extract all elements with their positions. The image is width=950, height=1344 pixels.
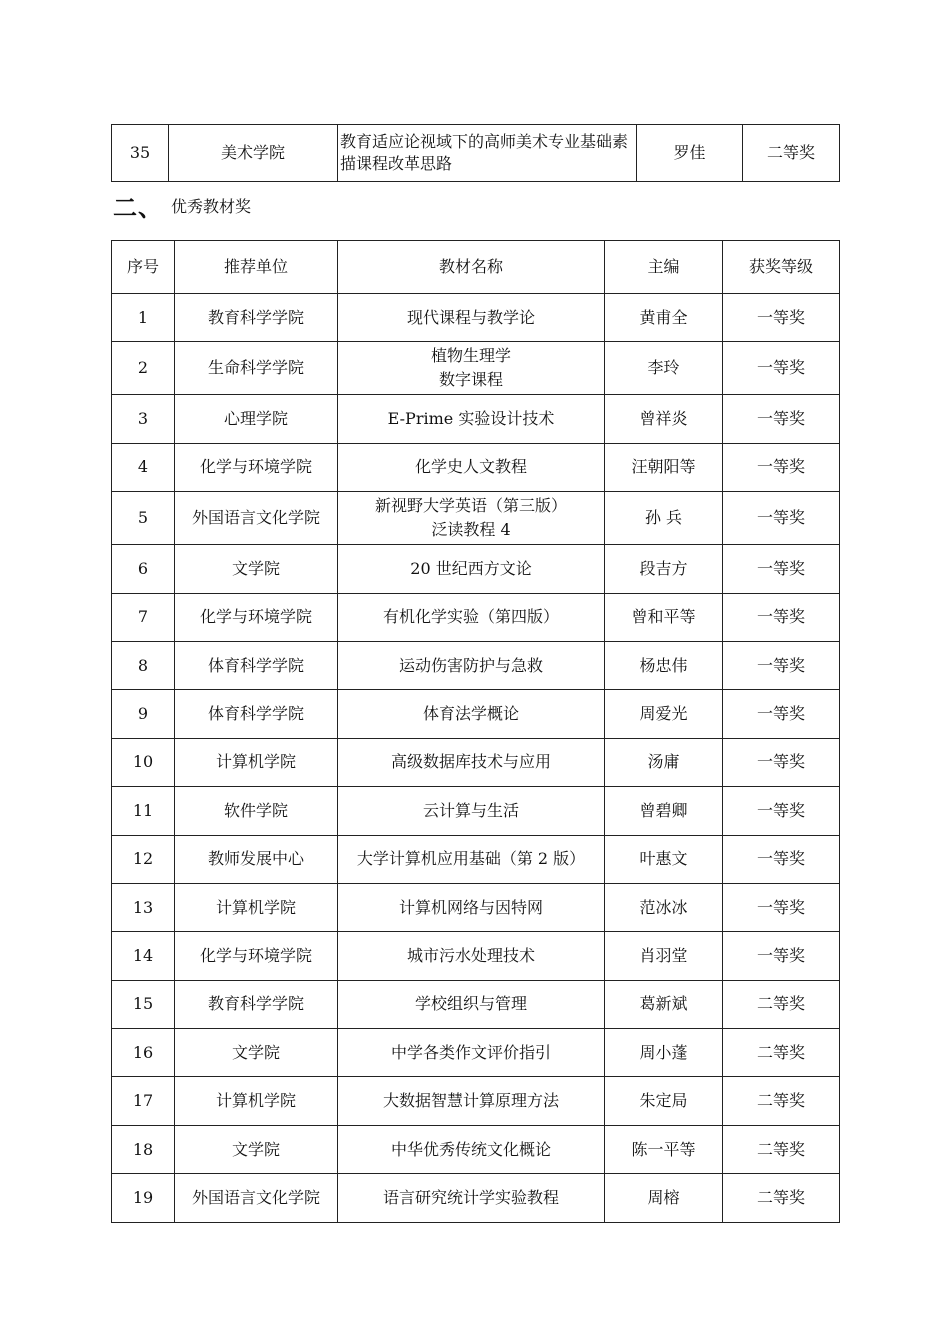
editor: 朱定局 xyxy=(605,1077,723,1125)
row-number: 14 xyxy=(112,932,175,980)
table-row xyxy=(112,787,840,835)
recommending-unit: 计算机学院 xyxy=(175,1077,338,1125)
textbook-title xyxy=(338,342,605,395)
editor: 汪朝阳等 xyxy=(605,443,723,491)
recommending-unit: 文学院 xyxy=(175,1125,338,1173)
table-row xyxy=(112,294,840,342)
table-row xyxy=(112,835,840,883)
row-number: 10 xyxy=(112,738,175,786)
recommending-unit: 计算机学院 xyxy=(175,883,338,931)
row-number: 15 xyxy=(112,980,175,1028)
table-row xyxy=(112,641,840,689)
editor: 汤庸 xyxy=(605,738,723,786)
editor: 周榕 xyxy=(605,1174,723,1222)
row-number: 12 xyxy=(112,835,175,883)
textbook-title: E-Prime 实验设计技术 xyxy=(338,395,605,443)
editor: 孙 兵 xyxy=(605,492,723,545)
header-unit: 推荐单位 xyxy=(175,241,338,294)
award-level: 一等奖 xyxy=(723,787,840,835)
award-level: 一等奖 xyxy=(723,593,840,641)
editor: 曾和平等 xyxy=(605,593,723,641)
table-row xyxy=(112,738,840,786)
recommending-unit: 化学与环境学院 xyxy=(175,932,338,980)
textbook-title: 学校组织与管理 xyxy=(338,980,605,1028)
row-number: 9 xyxy=(112,690,175,738)
editor: 叶惠文 xyxy=(605,835,723,883)
award-level: 一等奖 xyxy=(723,738,840,786)
recommending-unit: 化学与环境学院 xyxy=(175,443,338,491)
award-level: 一等奖 xyxy=(723,835,840,883)
textbook-title-line: 新视野大学英语（第三版） xyxy=(374,496,567,516)
award-level: 二等奖 xyxy=(723,980,840,1028)
row-number: 19 xyxy=(112,1174,175,1222)
recommending-unit: 计算机学院 xyxy=(175,738,338,786)
textbook-award-table xyxy=(111,240,840,1223)
table-row xyxy=(112,1077,840,1125)
section-title: 优秀教材奖 xyxy=(171,196,252,216)
table-row xyxy=(112,443,840,491)
award-level: 二等奖 xyxy=(723,1029,840,1077)
table-row xyxy=(112,395,840,443)
table-row xyxy=(112,1174,840,1222)
award-level: 二等奖 xyxy=(723,1077,840,1125)
row-number: 3 xyxy=(112,395,175,443)
table-row xyxy=(112,1029,840,1077)
row-number: 5 xyxy=(112,492,175,545)
row-number: 17 xyxy=(112,1077,175,1125)
award-level: 一等奖 xyxy=(723,294,840,342)
row-number: 7 xyxy=(112,593,175,641)
recommending-unit: 文学院 xyxy=(175,1029,338,1077)
textbook-title: 语言研究统计学实验教程 xyxy=(338,1174,605,1222)
section-heading xyxy=(113,190,251,220)
textbook-title: 大数据智慧计算原理方法 xyxy=(338,1077,605,1125)
row-number: 13 xyxy=(112,883,175,931)
recommending-unit: 外国语言文化学院 xyxy=(175,1174,338,1222)
award-level: 一等奖 xyxy=(723,342,840,395)
row-number: 35 xyxy=(112,125,169,182)
recommending-unit: 教育科学学院 xyxy=(175,294,338,342)
header-editor: 主编 xyxy=(605,241,723,294)
editor: 葛新斌 xyxy=(605,980,723,1028)
recommending-unit: 生命科学学院 xyxy=(175,342,338,395)
textbook-title: 有机化学实验（第四版） xyxy=(338,593,605,641)
editor: 陈一平等 xyxy=(605,1125,723,1173)
row-number: 2 xyxy=(112,342,175,395)
recommending-unit: 化学与环境学院 xyxy=(175,593,338,641)
editor: 黄甫全 xyxy=(605,294,723,342)
previous-award-table xyxy=(111,124,840,182)
award-level: 一等奖 xyxy=(723,932,840,980)
textbook-title: 云计算与生活 xyxy=(338,787,605,835)
textbook-title: 高级数据库技术与应用 xyxy=(338,738,605,786)
textbook-title: 中学各类作文评价指引 xyxy=(338,1029,605,1077)
recommending-unit: 教育科学学院 xyxy=(175,980,338,1028)
recommending-unit: 体育科学学院 xyxy=(175,641,338,689)
header-award-level: 获奖等级 xyxy=(723,241,840,294)
recommending-unit: 文学院 xyxy=(175,545,338,593)
award-level: 一等奖 xyxy=(723,883,840,931)
recommending-unit: 体育科学学院 xyxy=(175,690,338,738)
textbook-title-line: 植物生理学 xyxy=(430,346,511,366)
row-number: 1 xyxy=(112,294,175,342)
row-number: 4 xyxy=(112,443,175,491)
table-row xyxy=(112,690,840,738)
award-level: 二等奖 xyxy=(723,1125,840,1173)
table-row xyxy=(112,883,840,931)
row-number: 8 xyxy=(112,641,175,689)
table-row xyxy=(112,342,840,395)
table-row xyxy=(112,1125,840,1173)
recommending-unit: 美术学院 xyxy=(169,125,338,182)
table-header-row xyxy=(112,241,840,294)
recommending-unit: 软件学院 xyxy=(175,787,338,835)
table-row xyxy=(112,125,840,182)
textbook-title: 运动伤害防护与急救 xyxy=(338,641,605,689)
textbook-title: 化学史人文教程 xyxy=(338,443,605,491)
textbook-title xyxy=(338,492,605,545)
editor: 肖羽堂 xyxy=(605,932,723,980)
textbook-title: 现代课程与教学论 xyxy=(338,294,605,342)
editor: 范冰冰 xyxy=(605,883,723,931)
award-level: 一等奖 xyxy=(723,492,840,545)
header-textbook-title: 教材名称 xyxy=(338,241,605,294)
paper-title: 教育适应论视域下的高师美术专业基础素描课程改革思路 xyxy=(338,125,637,182)
recommending-unit: 外国语言文化学院 xyxy=(175,492,338,545)
recommending-unit: 教师发展中心 xyxy=(175,835,338,883)
author: 罗佳 xyxy=(637,125,743,182)
table-row xyxy=(112,932,840,980)
award-level: 一等奖 xyxy=(723,545,840,593)
editor: 曾祥炎 xyxy=(605,395,723,443)
table-row xyxy=(112,593,840,641)
editor: 杨忠伟 xyxy=(605,641,723,689)
row-number: 11 xyxy=(112,787,175,835)
row-number: 16 xyxy=(112,1029,175,1077)
textbook-title-line: 泛读教程 4 xyxy=(431,520,511,540)
recommending-unit: 心理学院 xyxy=(175,395,338,443)
editor: 段吉方 xyxy=(605,545,723,593)
textbook-title: 20 世纪西方文论 xyxy=(338,545,605,593)
row-number: 18 xyxy=(112,1125,175,1173)
textbook-title: 计算机网络与因特网 xyxy=(338,883,605,931)
textbook-title: 城市污水处理技术 xyxy=(338,932,605,980)
award-level: 二等奖 xyxy=(723,1174,840,1222)
table-row xyxy=(112,545,840,593)
table-row xyxy=(112,492,840,545)
textbook-title-line: 数字课程 xyxy=(438,370,503,390)
editor: 周爱光 xyxy=(605,690,723,738)
textbook-title: 大学计算机应用基础（第 2 版） xyxy=(338,835,605,883)
textbook-title: 体育法学概论 xyxy=(338,690,605,738)
section-number: 二、 xyxy=(113,193,163,222)
award-level: 一等奖 xyxy=(723,690,840,738)
award-level: 一等奖 xyxy=(723,641,840,689)
textbook-title: 中华优秀传统文化概论 xyxy=(338,1125,605,1173)
editor: 曾碧卿 xyxy=(605,787,723,835)
editor: 周小蓬 xyxy=(605,1029,723,1077)
editor: 李玲 xyxy=(605,342,723,395)
header-number: 序号 xyxy=(112,241,175,294)
award-level: 一等奖 xyxy=(723,443,840,491)
award-level: 一等奖 xyxy=(723,395,840,443)
award-level: 二等奖 xyxy=(743,125,840,182)
row-number: 6 xyxy=(112,545,175,593)
table-row xyxy=(112,980,840,1028)
